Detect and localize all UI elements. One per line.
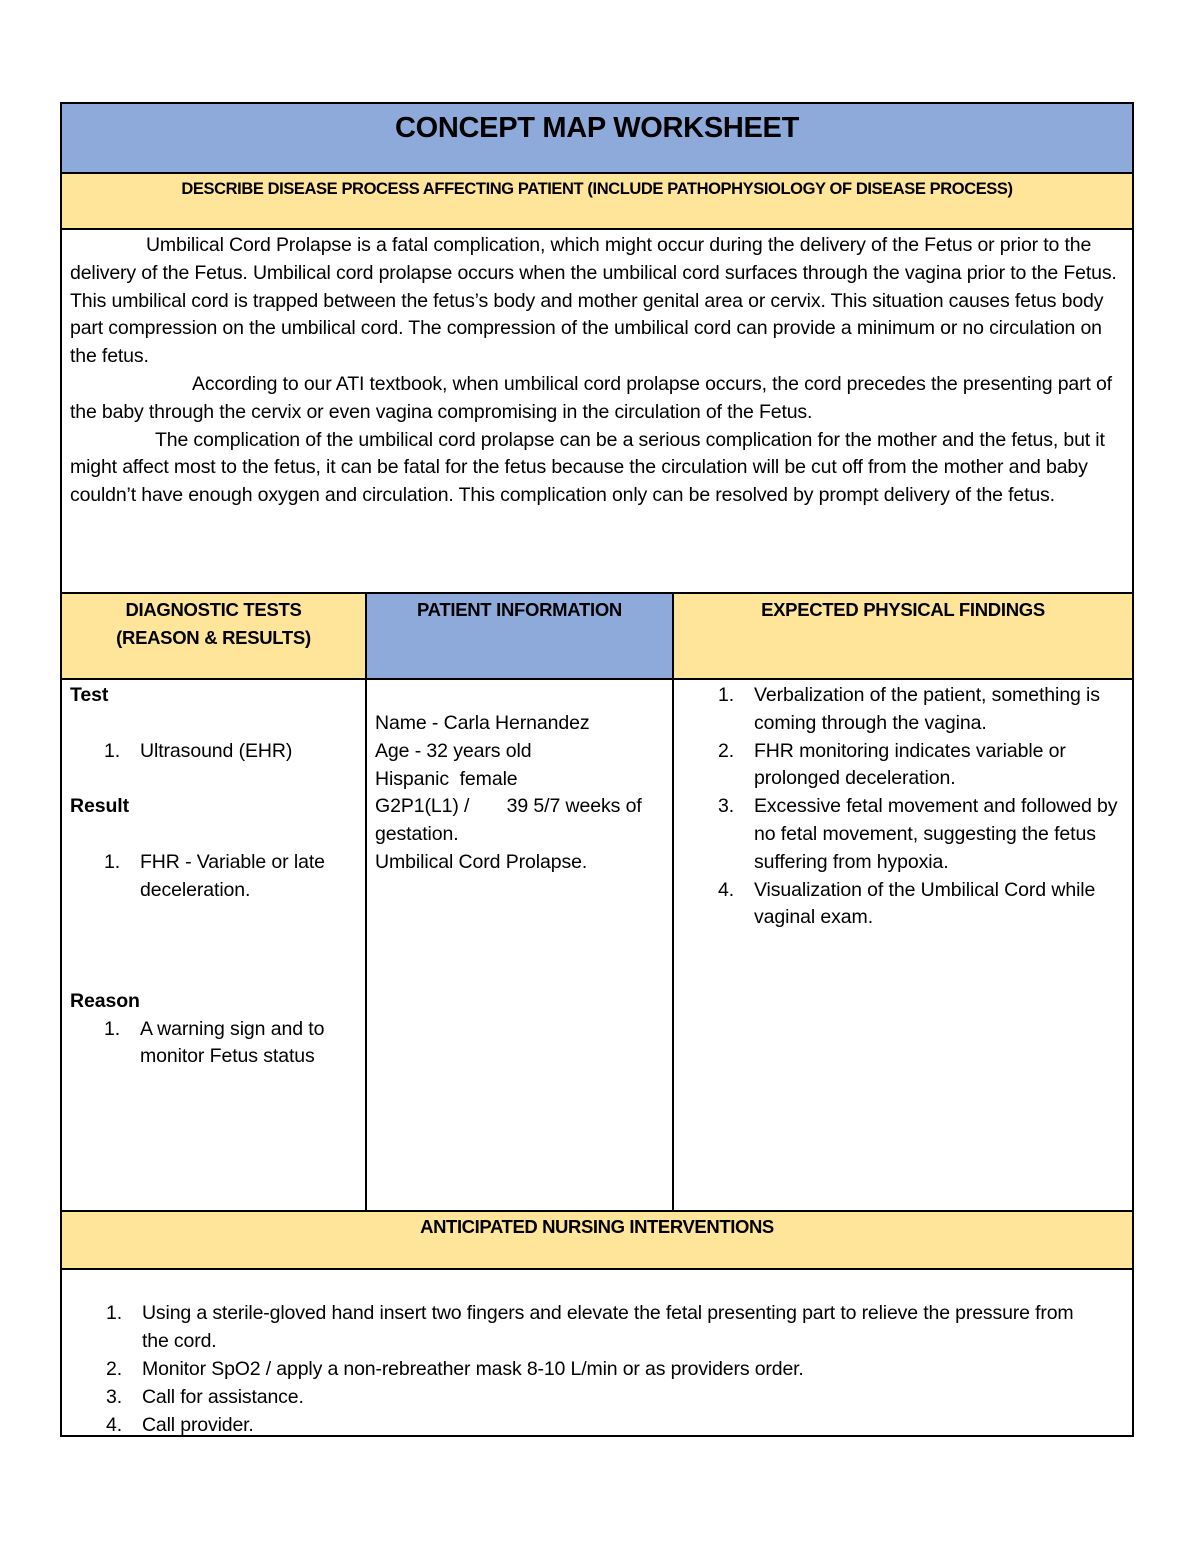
worksheet-title-row	[62, 104, 1132, 174]
expected-findings-header-label: EXPECTED PHYSICAL FINDINGS	[761, 599, 1045, 620]
patient-gravida-gestation: G2P1(L1) / 39 5/7 weeks of gestation.	[375, 795, 648, 846]
list-number: 2.	[718, 739, 735, 762]
intervention-item	[106, 1299, 1124, 1355]
intervention-text: Monitor SpO2 / apply a non-rebreather mask 8-10 L/min or as providers order.	[142, 1358, 804, 1380]
nursing-interventions-header-label: ANTICIPATED NURSING INTERVENTIONS	[420, 1216, 774, 1237]
finding-text: Verbalization of the patient, something is coming through the vagina.	[754, 684, 1100, 734]
patient-age: Age - 32 years old	[375, 739, 532, 762]
diagnostic-tests-header-line1: DIAGNOSTIC TESTS	[125, 599, 302, 620]
worksheet-title: CONCEPT MAP WORKSHEET	[394, 112, 800, 144]
disease-paragraph: According to our ATI textbook, when umbilical cord prolapse occurs, the cord precedes the presenting part of the baby through the cervix or even vagina compromising in the circulation of the Fetus.	[70, 372, 1112, 423]
expected-findings-cell	[674, 680, 1132, 1210]
intervention-text: Call for assistance.	[142, 1386, 304, 1408]
disease-process-header	[62, 174, 1132, 230]
intervention-item	[106, 1383, 1124, 1411]
intervention-text: Using a sterile-gloved hand insert two fingers and elevate the fetal presenting part to relieve the pressure from the cord.	[142, 1302, 1074, 1352]
test-text: Ultrasound (EHR)	[140, 739, 293, 762]
reason-label: Reason	[70, 989, 140, 1012]
reason-item	[70, 1016, 357, 1072]
list-number: 4.	[718, 878, 735, 901]
list-number: 3.	[718, 795, 735, 818]
list-number: 1.	[106, 1302, 122, 1324]
diagnostic-tests-header	[62, 594, 367, 678]
disease-process-header-label: DESCRIBE DISEASE PROCESS AFFECTING PATIENT (INCLUDE PATHOPHYSIOLOGY OF DISEASE PROCESS)	[181, 180, 1013, 198]
patient-name: Name - Carla Hernandez	[375, 712, 590, 734]
patient-information-cell	[367, 680, 674, 1210]
patient-diagnosis: Umbilical Cord Prolapse.	[375, 850, 588, 873]
result-item	[70, 849, 357, 905]
list-number: 4.	[106, 1414, 122, 1436]
list-number: 1.	[718, 684, 735, 706]
concept-map-worksheet	[60, 102, 1134, 1437]
disease-paragraph: The complication of the umbilical cord prolapse can be a serious complication for the mother and the fetus, but it might affect most to the fetus, it can be fatal for the fetus because the circulation will be cut off from the mother and baby couldn’t have enough oxygen and circulation. This complication only can be resolved by prompt delivery of the fetus.	[70, 428, 1105, 507]
reason-text: A warning sign and to monitor Fetus status	[140, 1017, 325, 1068]
expected-findings-header	[674, 594, 1132, 678]
list-number: 1.	[104, 850, 121, 873]
finding-text: FHR monitoring indicates variable or prolonged deceleration.	[754, 739, 1066, 790]
nursing-interventions-list	[62, 1270, 1132, 1435]
finding-text: Excessive fetal movement and followed by no fetal movement, suggesting the fetus suffering from hypoxia.	[754, 795, 1118, 873]
patient-information-header	[367, 594, 674, 678]
three-column-header-row	[62, 594, 1132, 680]
result-label: Result	[70, 795, 129, 818]
finding-item	[718, 738, 1124, 794]
finding-text: Visualization of the Umbilical Cord while vaginal exam.	[754, 878, 1096, 929]
finding-item	[718, 877, 1124, 933]
finding-item	[718, 793, 1124, 876]
finding-item	[718, 682, 1124, 738]
intervention-text: Call provider.	[142, 1414, 254, 1436]
list-number: 1.	[104, 1017, 121, 1040]
intervention-item	[106, 1355, 1124, 1383]
diagnostic-tests-cell	[62, 680, 367, 1210]
test-label: Test	[70, 684, 109, 706]
disease-paragraph: Umbilical Cord Prolapse is a fatal complication, which might occur during the delivery of the Fetus or prior to the delivery of the Fetus. Umbilical cord prolapse occurs when the umbilical cord surfaces through the vagina prior to the Fetus. This umbilical cord is trapped between the fetus’s body and mother genital area or cervix. This situation causes fetus body part compression on the umbilical cord. The compression of the umbilical cord can provide a minimum or no circulation on the fetus.	[70, 234, 1117, 368]
patient-ethnicity-sex: Hispanic female	[375, 767, 518, 790]
diagnostic-tests-header-line2: (REASON & RESULTS)	[116, 627, 311, 648]
list-number: 1.	[104, 739, 121, 762]
test-item	[70, 738, 357, 766]
list-number: 2.	[106, 1358, 122, 1380]
result-text: FHR - Variable or late deceleration.	[140, 850, 325, 901]
patient-information-header-label: PATIENT INFORMATION	[417, 599, 622, 620]
nursing-interventions-header	[62, 1212, 1132, 1270]
three-column-body-row	[62, 680, 1132, 1212]
list-number: 3.	[106, 1386, 122, 1408]
intervention-item	[106, 1411, 1124, 1439]
disease-process-description	[62, 230, 1132, 594]
